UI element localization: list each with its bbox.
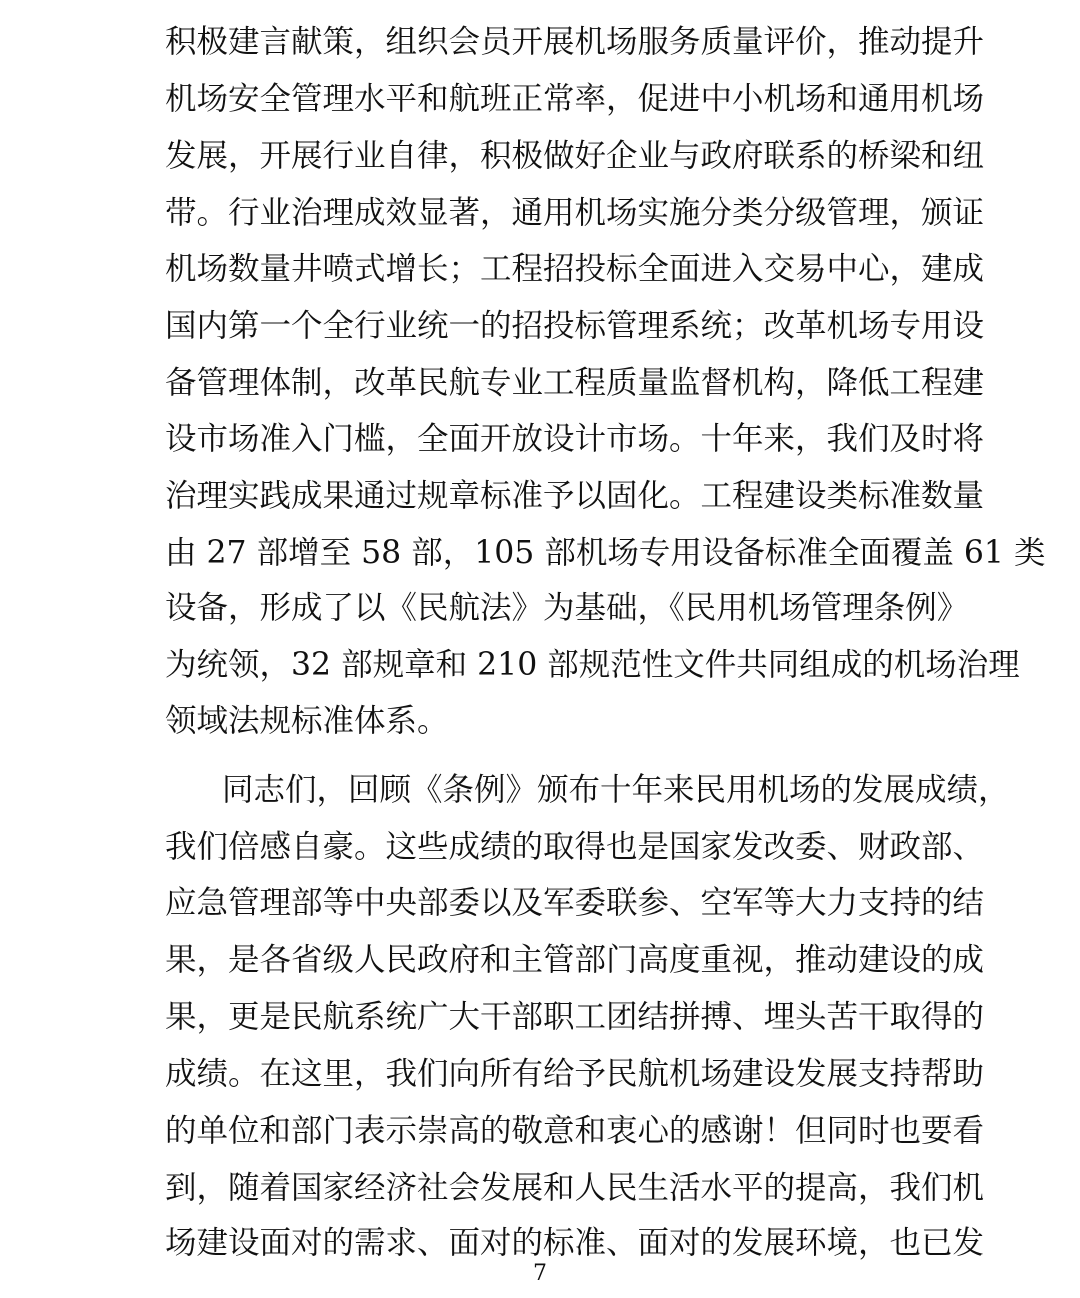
paragraph-first-line: 同志们，回顾《条例》颁布十年来民用机场的发展成绩， [222, 772, 1010, 808]
text-line: 积极建言献策，组织会员开展机场服务质量评价，推动提升 [165, 24, 985, 60]
text-line: 果，是各省级人民政府和主管部门高度重视，推动建设的成 [165, 942, 985, 978]
text-line: 由 27 部增至 58 部，105 部机场专用设备标准全面覆盖 61 类 [165, 535, 1046, 571]
text-line: 我们倍感自豪。这些成绩的取得也是国家发改委、财政部、 [165, 829, 985, 865]
text-line: 的单位和部门表示崇高的敬意和衷心的感谢！但同时也要看 [165, 1113, 985, 1149]
text-line: 备管理体制，改革民航专业工程质量监督机构，降低工程建 [165, 365, 985, 401]
text-line: 为统领，32 部规章和 210 部规范性文件共同组成的机场治理 [165, 647, 1020, 683]
text-line: 成绩。在这里，我们向所有给予民航机场建设发展支持帮助 [165, 1056, 985, 1092]
text-line: 设备，形成了以《民航法》为基础，《民用机场管理条例》 [165, 590, 969, 626]
text-line: 治理实践成果通过规章标准予以固化。工程建设类标准数量 [165, 478, 985, 514]
page-number: 7 [533, 1261, 547, 1286]
text-line: 发展，开展行业自律，积极做好企业与政府联系的桥梁和纽 [165, 138, 985, 174]
text-line: 果，更是民航系统广大干部职工团结拼搏、埋头苦干取得的 [165, 999, 985, 1035]
text-line: 国内第一个全行业统一的招投标管理系统；改革机场专用设 [165, 308, 985, 344]
text-line: 场建设面对的需求、面对的标准、面对的发展环境，也已发 [165, 1225, 985, 1261]
text-line: 机场数量井喷式增长；工程招投标全面进入交易中心，建成 [165, 251, 985, 287]
text-line: 设市场准入门槛，全面开放设计市场。十年来，我们及时将 [165, 421, 985, 457]
text-line: 应急管理部等中央部委以及军委联参、空军等大力支持的结 [165, 885, 985, 921]
paragraph-last-line: 领域法规标准体系。 [165, 703, 449, 739]
text-line: 到，随着国家经济社会发展和人民生活水平的提高，我们机 [165, 1170, 985, 1206]
text-line: 机场安全管理水平和航班正常率，促进中小机场和通用机场 [165, 81, 985, 117]
text-line: 带。行业治理成效显著，通用机场实施分类分级管理，颁证 [165, 195, 985, 231]
